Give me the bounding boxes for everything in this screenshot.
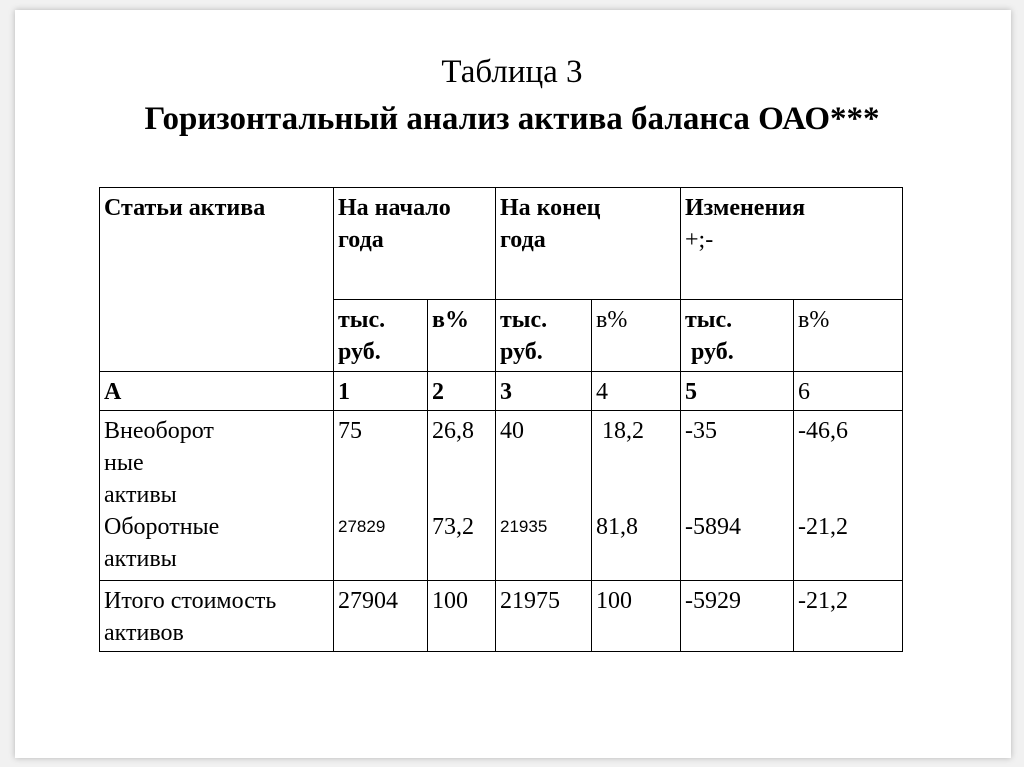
index-cell: 5: [681, 372, 794, 411]
header-cell-change: [681, 188, 903, 300]
value-cell: 100: [592, 581, 681, 652]
value-cell: 27904: [334, 581, 428, 652]
cell-value: -46,6: [798, 418, 848, 444]
index-cell: 1: [334, 372, 428, 411]
subheader-cell: [794, 300, 903, 372]
cell-value: 18,2: [596, 418, 644, 444]
subheader-label: в%: [798, 307, 830, 333]
header-label-change-2: +;-: [685, 227, 714, 253]
subheader-cell: [681, 300, 794, 372]
row-label-line: Оборотные: [104, 514, 220, 540]
value-cell: [794, 411, 903, 581]
subheader-label: в%: [596, 307, 628, 333]
value-cell: [592, 411, 681, 581]
table-title: Горизонтальный анализ актива баланса ОАО***: [144, 101, 880, 137]
row-label-line: активов: [104, 620, 184, 646]
value-cell: [496, 411, 592, 581]
table-row-total: [100, 581, 903, 652]
row-label-cell: [100, 411, 334, 581]
table-row: [100, 411, 903, 581]
subheader-label: руб.: [500, 339, 543, 365]
value-cell: -5929: [681, 581, 794, 652]
cell-value: 75: [338, 418, 362, 444]
subheader-label: тыс.: [685, 307, 733, 333]
cell-value: 73,2: [432, 514, 474, 540]
row-label-line: Итого стоимость: [104, 588, 277, 614]
row-label-line: активы: [104, 482, 177, 508]
subheader-label: тыс.: [338, 307, 386, 333]
index-cell: 3: [496, 372, 592, 411]
subheader-cell: [334, 300, 428, 372]
cell-value: -21,2: [798, 514, 848, 540]
subheader-label: в%: [432, 307, 469, 333]
index-cell: 4: [592, 372, 681, 411]
cell-value: -5894: [685, 514, 741, 540]
value-cell: [681, 411, 794, 581]
cell-value: 21935: [500, 517, 548, 536]
table-header-row: [100, 188, 903, 300]
cell-value: 27829: [338, 517, 386, 536]
header-label-begin-2: года: [338, 227, 384, 253]
row-label-line: активы: [104, 546, 177, 572]
header-label-items: Статьи актива: [104, 195, 266, 221]
cell-value: 26,8: [432, 418, 474, 444]
subheader-label: руб.: [685, 339, 734, 365]
subheader-cell: [496, 300, 592, 372]
subheader-cell: [428, 300, 496, 372]
table-index-row: [100, 372, 903, 411]
header-label-begin-1: На начало: [338, 195, 451, 221]
row-label-line: ные: [104, 450, 144, 476]
value-cell: 21975: [496, 581, 592, 652]
value-cell: [428, 411, 496, 581]
cell-value: -35: [685, 418, 717, 444]
row-label-cell: [100, 581, 334, 652]
value-cell: 100: [428, 581, 496, 652]
balance-analysis-table: [99, 187, 903, 652]
cell-value: 40: [500, 418, 524, 444]
header-label-end-2: года: [500, 227, 546, 253]
cell-value: 81,8: [596, 514, 638, 540]
row-label-line: Внеоборот: [104, 418, 214, 444]
table-number-caption: Таблица 3: [441, 54, 583, 90]
header-cell-begin: [334, 188, 496, 300]
header-label-end-1: На конец: [500, 195, 601, 221]
header-label-change-1: Изменения: [685, 195, 806, 221]
subheader-cell: [592, 300, 681, 372]
subheader-label: тыс.: [500, 307, 548, 333]
subheader-label: руб.: [338, 339, 381, 365]
index-cell: 2: [428, 372, 496, 411]
index-cell: 6: [794, 372, 903, 411]
index-cell: А: [100, 372, 334, 411]
header-cell-end: [496, 188, 681, 300]
header-cell-items: [100, 188, 334, 372]
value-cell: [334, 411, 428, 581]
value-cell: -21,2: [794, 581, 903, 652]
